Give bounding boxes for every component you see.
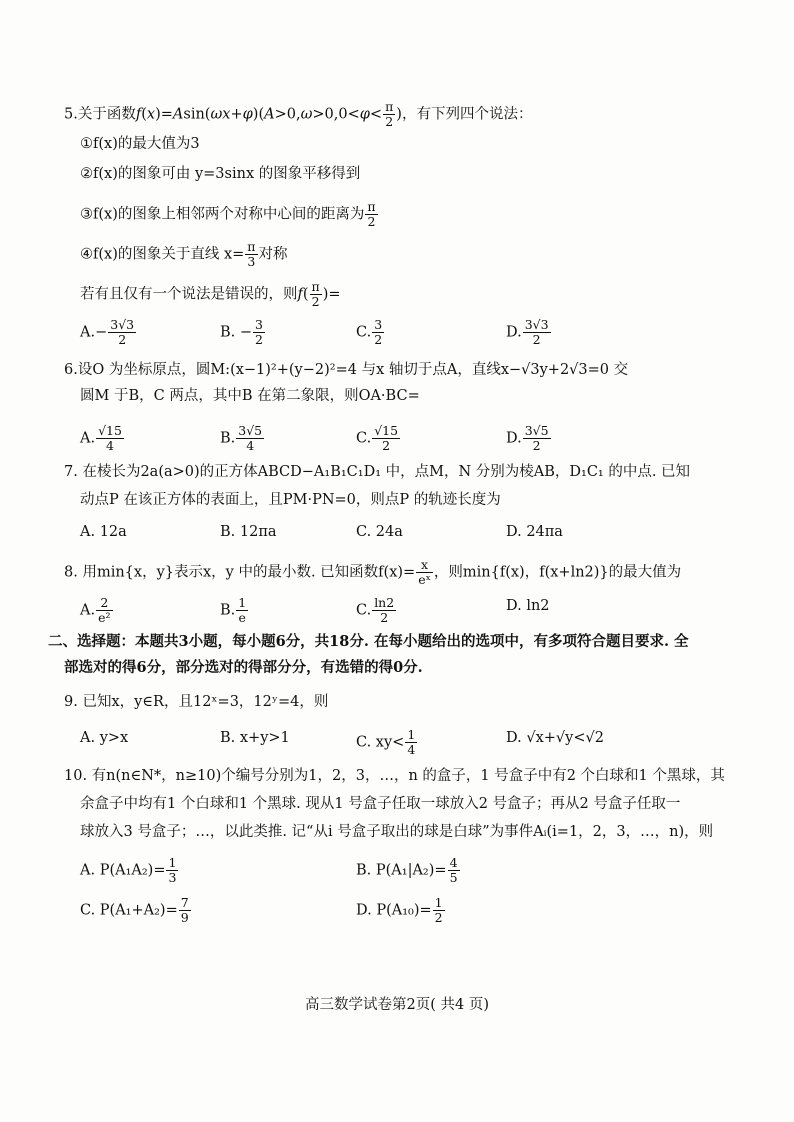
section-2-heading-line-1: 二、选择题：本题共3小题，每小题6分，共18分. 在每小题给出的选项中，有多项符合题目要求. 全 — [48, 633, 689, 650]
q5-ask-text: 若有且仅有一个说法是错误的，则 — [80, 286, 298, 303]
q5-text-b: ，有下列四个说法： — [401, 106, 533, 123]
frac-pi-over-3: $\frac{\pi}{3}$ — [247, 239, 256, 269]
q5-s4-text-a: ④f(x)的图象关于直线 x= — [80, 246, 245, 263]
q10-option-c[interactable]: C. P(A₁+A₂)= $\frac{7}{9}$ — [80, 895, 189, 925]
section-2-heading-line-2: 部选对的得6分，部分选对的得部分分，有选错的得0分. — [64, 659, 423, 676]
frac-x-over-ex: $\frac{x}{\text{eˣ}}$ — [418, 557, 431, 587]
q10-option-d[interactable]: D. P(A₁₀)= $\frac{1}{2}$ — [356, 895, 443, 925]
q9-option-c[interactable]: C. xy< $\frac{1}{4}$ — [356, 727, 416, 757]
q9-option-a[interactable]: A. y>x — [80, 730, 129, 746]
q7-option-d[interactable]: D. 24πa — [506, 524, 563, 540]
q7-line-2: 动点P 在该正方体的表面上，且PM·PN=0，则点P 的轨迹长度为 — [80, 492, 501, 508]
q8-option-b[interactable]: B. $\frac{1}{e}$ — [220, 595, 247, 625]
q10-option-b[interactable]: B. P(A₁|A₂)= $\frac{4}{5}$ — [356, 855, 458, 885]
q5-text-a: 关于函数 — [77, 106, 136, 123]
q7-line-1: 7. 在棱长为2a(a>0)的正方体ABCD−A₁B₁C₁D₁ 中，点M，N 分别为棱AB，D₁C₁ 的中点. 已知 — [64, 464, 691, 480]
frac-pi-over-2: $\frac{\pi}{2}$ — [311, 279, 320, 309]
q8-stem — [64, 558, 681, 587]
q6-option-b[interactable]: B. $\frac{3√5}{4}$ — [220, 423, 263, 453]
q6-line-2: 圆M 于B，C 两点，其中B 在第二象限，则OA·BC= — [80, 388, 420, 404]
q10-line-1: 10. 有n(n∈N*，n≥10)个编号分别为1，2，3，…，n 的盒子，1 号盒子中有2 个白球和1 个黑球，其 — [64, 768, 725, 784]
q10-line-3: 球放入3 号盒子；…，以此类推. 记“从i 号盒子取出的球是白球”为事件Aᵢ(i=1，2，3，…，n)，则 — [80, 824, 714, 840]
q10-line-2: 余盒子中均有1 个白球和1 个黑球. 现从1 号盒子任取一球放入2 号盒子；再从2 号盒子任取一 — [80, 796, 681, 812]
q7-option-b[interactable]: B. 12πa — [220, 524, 277, 540]
q10-option-a[interactable]: A. P(A₁A₂)= $\frac{1}{3}$ — [80, 855, 177, 885]
page-footer: 高三数学试卷第2页( 共4 页) — [305, 997, 489, 1013]
q7-option-a[interactable]: A. 12a — [80, 524, 127, 540]
q5-option-b[interactable]: B. − $\frac{3}{2}$ — [220, 317, 263, 347]
q5-statement-4 — [80, 240, 288, 269]
q7-option-c[interactable]: C. 24a — [356, 524, 403, 540]
q5-statement-3 — [80, 200, 379, 229]
q5-s3-text: ③f(x)的图象上相邻两个对称中心间的距离为 — [80, 206, 365, 223]
q6-line-1: 6.设O 为坐标原点，圆M:(x−1)²+(y−2)²=4 与x 轴切于点A，直线x−√3y+2√3=0 交 — [64, 362, 629, 378]
q6-option-d[interactable]: D. $\frac{3√5}{2}$ — [506, 423, 549, 453]
q9-option-d[interactable]: D. √x+√y<√2 — [506, 730, 604, 746]
q5-statement-2: ②f(x)的图象可由 y=3sinx 的图象平移得到 — [80, 166, 361, 182]
frac-pi-over-2: $\frac{\pi}{2}$ — [367, 199, 376, 229]
q9-stem: 9. 已知x，y∈R，且12ˣ=3，12ʸ=4，则 — [64, 694, 329, 710]
q6-option-c[interactable]: C. $\frac{√15}{2}$ — [356, 423, 399, 453]
q5-s4-text-b: 对称 — [258, 246, 288, 263]
q5-option-a[interactable]: A.− $\frac{3√3}{2}$ — [80, 317, 135, 347]
q8-text-b: ，则min{f(x)，f(x+ln2)}的最大值为 — [433, 564, 682, 581]
q5-ask: 若有且仅有一个说法是错误的，则f( $\frac{\pi}{2}$ )= — [80, 279, 341, 309]
q5-stem: 5.关于函数f(x)=Asin(ωx+φ)(A>0,ω>0,0<φ< $\frac{\pi}{2}$ )，有下列四个说法： — [64, 99, 533, 129]
q8-option-d[interactable]: D. ln2 — [506, 598, 550, 614]
q6-option-a[interactable]: A. $\frac{√15}{4}$ — [80, 423, 122, 453]
frac-pi-over-2: $\frac{\pi}{2}$ — [385, 99, 394, 129]
q5-option-c[interactable]: C. $\frac{3}{2}$ — [356, 317, 383, 347]
q5-statement-1: ①f(x)的最大值为3 — [80, 136, 200, 152]
q5-option-d[interactable]: D. $\frac{3√3}{2}$ — [506, 317, 549, 347]
q5-number: 5. — [64, 106, 78, 123]
q8-text-a: 8. 用min{x，y}表示x，y 中的最小数. 已知函数f(x)= — [64, 564, 416, 581]
q9-option-b[interactable]: B. x+y>1 — [220, 730, 290, 746]
q8-option-c[interactable]: C. $\frac{\ln 2}{2}$ — [356, 595, 395, 625]
q8-option-a[interactable]: A. $\frac{2}{\text{e²}}$ — [80, 595, 111, 625]
